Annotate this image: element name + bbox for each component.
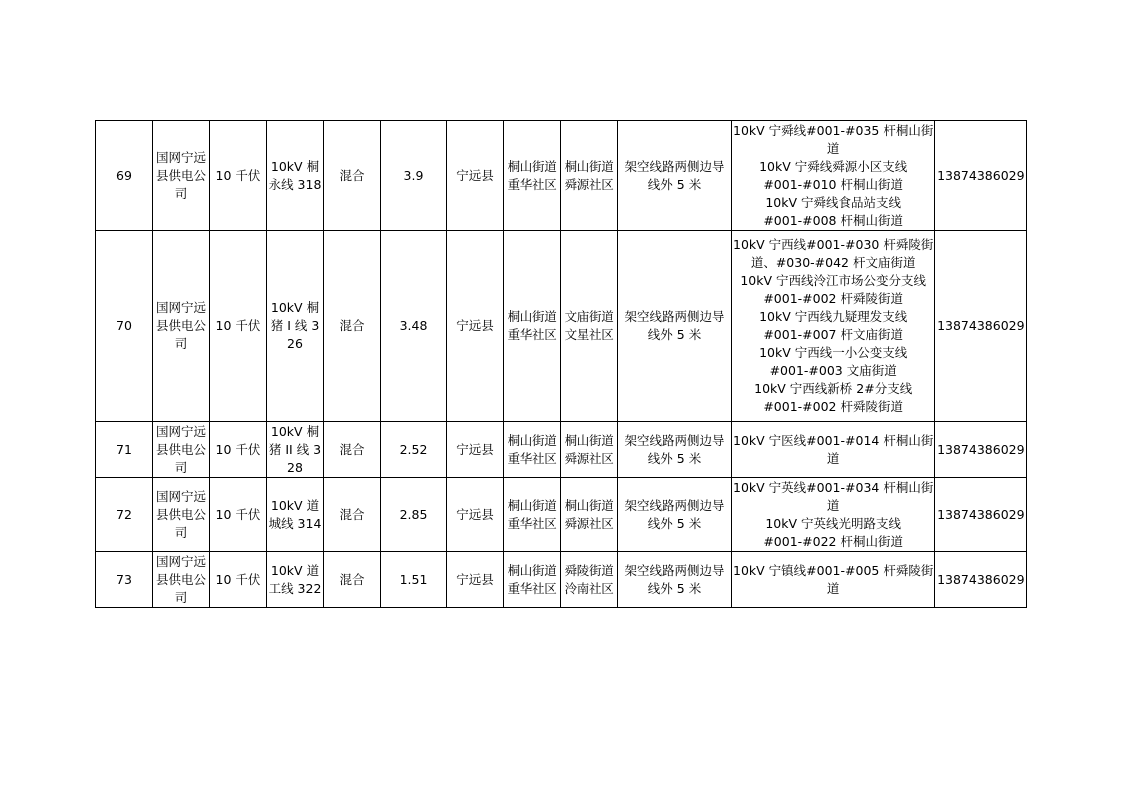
table-row [96,231,1027,422]
company-name: 国网宁远县供电公司 [153,231,210,422]
detail-line: #001-#022 杆桐山街道 [763,533,903,549]
detail-line: 10kV 宁舜线#001-#035 杆桐山街 [733,122,934,138]
voltage-level: 10 千伏 [210,231,267,422]
contact-phone: 13874386029 [935,231,1027,422]
voltage-level: 10 千伏 [210,422,267,478]
line-name: 10kV 桐永线 318 [267,121,324,231]
contact-phone: 13874386029 [935,478,1027,552]
county: 宁远县 [447,552,504,608]
line-name: 10kV 桐猪 I 线 326 [267,231,324,422]
detail-line: #001-#003 文庙街道 [769,363,897,378]
detail-line: 道 [826,497,840,513]
county: 宁远县 [447,478,504,552]
area-end: 桐山街道舜源社区 [561,121,618,231]
line-type: 混合 [324,231,381,422]
area-end: 桐山街道舜源社区 [561,478,618,552]
contact-phone: 13874386029 [935,552,1027,608]
row-number: 71 [96,422,153,478]
area-start: 桐山街道重华社区 [504,231,561,422]
line-type: 混合 [324,121,381,231]
detail-line: 10kV 宁西线九疑理发支线 [759,309,908,324]
protection-range: 架空线路两侧边导线外 5 米 [618,552,732,608]
detail-line: 10kV 宁西线新桥 2#分支线 [754,381,913,396]
segment-detail [732,121,935,231]
protection-range: 架空线路两侧边导线外 5 米 [618,478,732,552]
voltage-level: 10 千伏 [210,121,267,231]
detail-line: #001-#007 杆文庙街道 [763,327,903,342]
detail-line: #001-#002 杆舜陵街道 [763,291,903,306]
line-length: 3.9 [381,121,447,231]
line-length: 1.51 [381,552,447,608]
line-type: 混合 [324,422,381,478]
line-length: 3.48 [381,231,447,422]
row-number: 72 [96,478,153,552]
area-end: 舜陵街道泠南社区 [561,552,618,608]
detail-line: 10kV 宁镇线#001-#005 杆舜陵街 [733,562,934,578]
area-start: 桐山街道重华社区 [504,552,561,608]
area-end: 文庙街道文星社区 [561,231,618,422]
segment-detail [732,422,935,478]
line-protection-table [95,120,1027,608]
line-length: 2.85 [381,478,447,552]
line-type: 混合 [324,478,381,552]
table-row [96,478,1027,552]
row-number: 73 [96,552,153,608]
detail-line: #001-#002 杆舜陵街道 [763,399,903,414]
line-length: 2.52 [381,422,447,478]
area-start: 桐山街道重华社区 [504,422,561,478]
detail-line: 10kV 宁英线光明路支线 [765,515,901,531]
voltage-level: 10 千伏 [210,552,267,608]
company-name: 国网宁远县供电公司 [153,121,210,231]
line-name: 10kV 道工线 322 [267,552,324,608]
company-name: 国网宁远县供电公司 [153,552,210,608]
segment-detail [732,478,935,552]
company-name: 国网宁远县供电公司 [153,478,210,552]
table-row [96,552,1027,608]
detail-line: 道、#030-#042 杆文庙街道 [750,255,916,270]
detail-line: 道 [826,450,840,466]
line-name: 10kV 道城线 314 [267,478,324,552]
table-body [96,121,1027,608]
voltage-level: 10 千伏 [210,478,267,552]
table-row [96,422,1027,478]
row-number: 69 [96,121,153,231]
detail-line: 10kV 宁英线#001-#034 杆桐山街 [733,479,934,495]
contact-phone: 13874386029 [935,121,1027,231]
line-name: 10kV 桐猪 II 线 328 [267,422,324,478]
table-row [96,121,1027,231]
segment-detail [732,231,935,422]
detail-line: #001-#010 杆桐山街道 [763,176,903,192]
protection-range: 架空线路两侧边导线外 5 米 [618,422,732,478]
detail-line: 10kV 宁西线泠江市场公变分支线 [740,273,926,288]
row-number: 70 [96,231,153,422]
detail-line: 10kV 宁西线#001-#030 杆舜陵街 [733,237,934,252]
contact-phone: 13874386029 [935,422,1027,478]
county: 宁远县 [447,121,504,231]
detail-line: 10kV 宁舜线食品站支线 [765,194,901,210]
line-type: 混合 [324,552,381,608]
company-name: 国网宁远县供电公司 [153,422,210,478]
detail-line: 道 [826,140,840,156]
detail-line: 道 [826,580,840,596]
detail-line: 10kV 宁西线一小公变支线 [759,345,908,360]
county: 宁远县 [447,231,504,422]
detail-line: 10kV 宁舜线舜源小区支线 [759,158,908,174]
protection-range: 架空线路两侧边导线外 5 米 [618,121,732,231]
detail-line: #001-#008 杆桐山街道 [763,212,903,228]
area-end: 桐山街道舜源社区 [561,422,618,478]
county: 宁远县 [447,422,504,478]
segment-detail [732,552,935,608]
protection-range: 架空线路两侧边导线外 5 米 [618,231,732,422]
detail-line: 10kV 宁医线#001-#014 杆桐山街 [733,432,934,448]
area-start: 桐山街道重华社区 [504,121,561,231]
area-start: 桐山街道重华社区 [504,478,561,552]
